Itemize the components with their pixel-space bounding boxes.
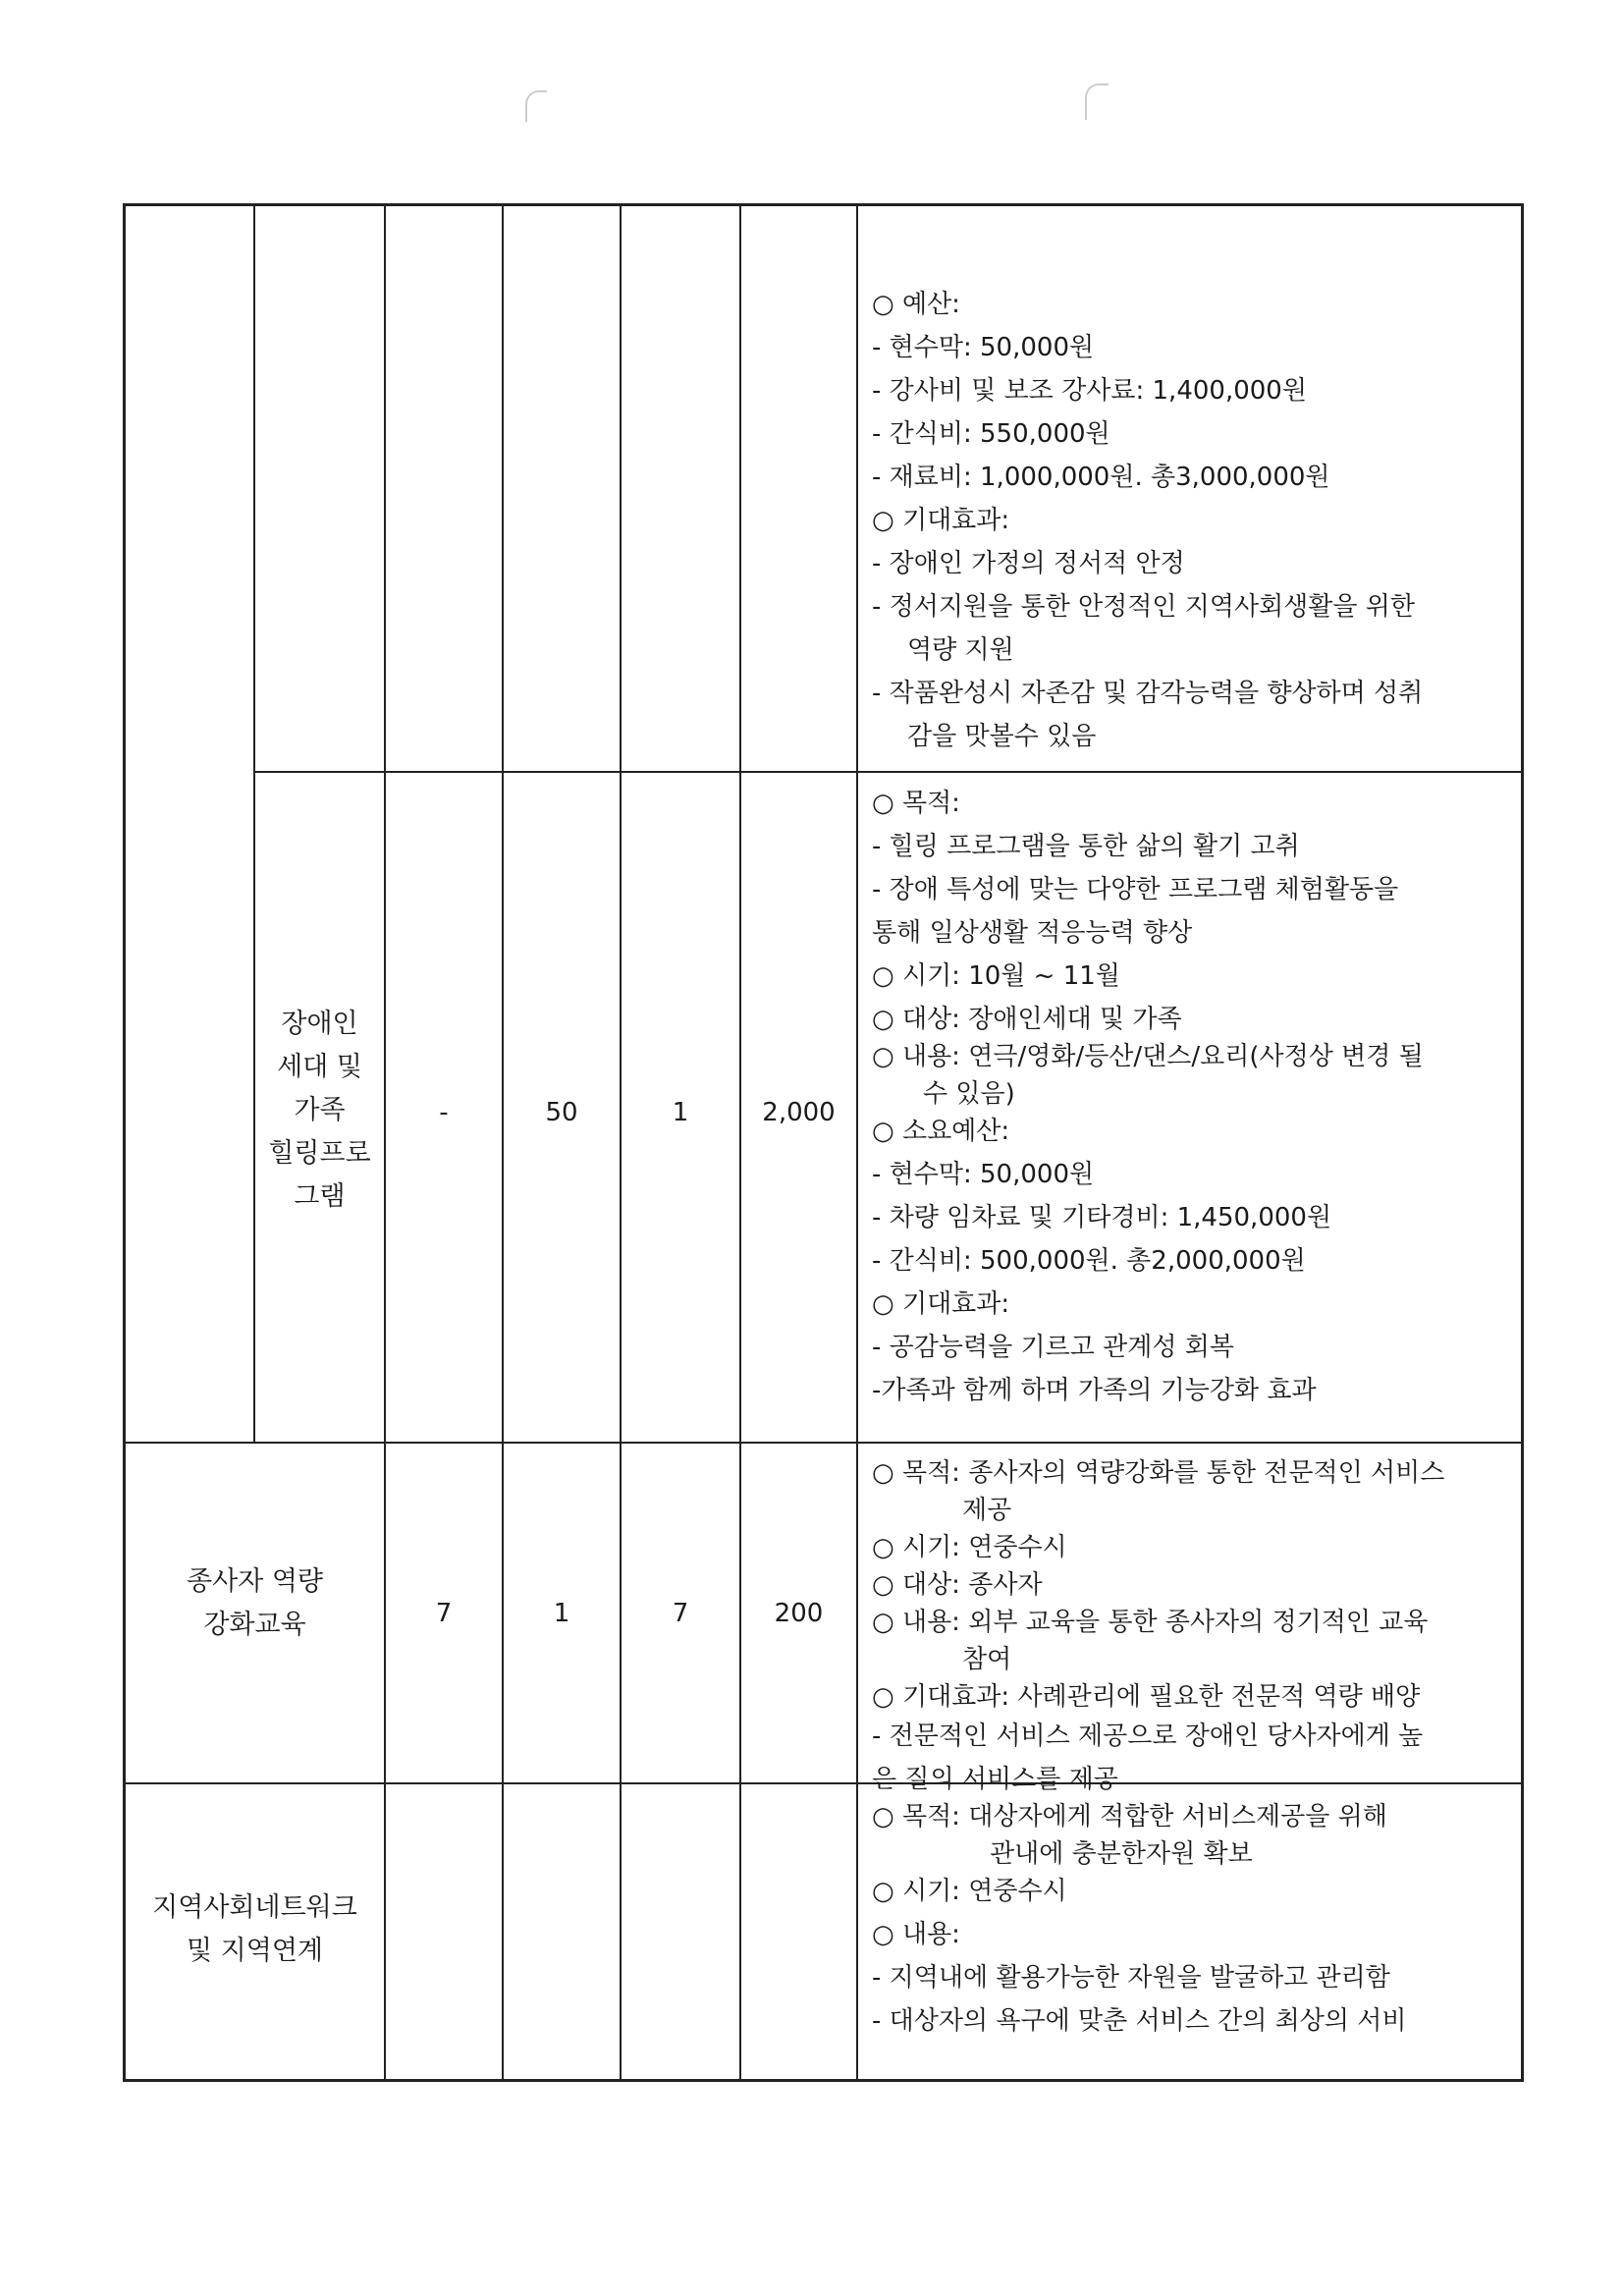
desc-line: - 현수막: 50,000원 (872, 333, 1095, 362)
row-4-program-name (126, 1889, 384, 1976)
table-divider-vertical (384, 203, 386, 2082)
row-2-description (872, 782, 1424, 1412)
table-divider-vertical (502, 203, 504, 2082)
desc-line: ○ 기대효과: 사례관리에 필요한 전문적 역량 배양 (872, 1682, 1421, 1712)
desc-line: 통해 일상생활 적응능력 향상 (872, 918, 1193, 948)
desc-line: - 현수막: 50,000원 (872, 1160, 1095, 1189)
row-3-description (872, 1451, 1444, 1801)
table-divider-vertical (620, 203, 622, 2082)
desc-line: - 차량 임차료 및 기타경비: 1,450,000원 (872, 1203, 1332, 1232)
desc-line: 수 있음) (923, 1079, 1015, 1109)
desc-line: 관내에 충분한자원 확보 (990, 1839, 1253, 1869)
desc-line: ○ 내용: 연극/영화/등산/댄스/요리(사정상 변경 될 (872, 1042, 1424, 1071)
table-border-top (123, 203, 1524, 206)
desc-line: - 공감능력을 기르고 관계성 회복 (872, 1333, 1234, 1362)
desc-line: 은 질의 서비스를 제공 (872, 1765, 1118, 1794)
table-border-right (1521, 203, 1524, 2082)
desc-line: - 전문적인 서비스 제공으로 장애인 당사자에게 높 (872, 1722, 1424, 1751)
desc-line: 제공 (962, 1496, 1012, 1525)
desc-line: ○ 시기: 10월 ~ 11월 (872, 961, 1120, 991)
desc-line: 감을 맛볼수 있음 (907, 722, 1097, 751)
desc-line: ○ 기대효과: (872, 506, 1010, 535)
row-2-value-1: - (439, 1098, 449, 1127)
row-3-program-name (126, 1563, 384, 1650)
desc-line: - 힐링 프로그램을 통한 삶의 활기 고취 (872, 832, 1300, 861)
desc-line: - 간식비: 550,000원 (872, 419, 1110, 449)
table-divider-vertical (856, 203, 858, 2082)
row-3-value-3: 7 (672, 1599, 689, 1628)
desc-line: ○ 시기: 연중수시 (872, 1877, 1067, 1906)
desc-line: ○ 목적: 종사자의 역량강화를 통한 전문적인 서비스 (872, 1458, 1445, 1488)
desc-line: - 장애인 가정의 정서적 안정 (872, 549, 1185, 578)
desc-line: - 지역내에 활용가능한 자원을 발굴하고 관리함 (872, 1963, 1390, 1993)
program-name-line: 및 지역연계 (187, 1936, 323, 1966)
desc-line: ○ 기대효과: (872, 1289, 1010, 1319)
desc-line: ○ 대상: 장애인세대 및 가족 (872, 1005, 1182, 1034)
program-name-line: 장애인 (281, 1009, 358, 1039)
program-name-line: 힐링프로 (268, 1138, 371, 1169)
desc-line: - 정서지원을 통한 안정적인 지역사회생활을 위한 (872, 592, 1416, 622)
table-divider-vertical (739, 203, 741, 2082)
row-3-value-4: 200 (774, 1599, 824, 1628)
scan-mark (525, 90, 547, 122)
table-divider-vertical (253, 203, 255, 1444)
row-2-value-4: 2,000 (762, 1098, 836, 1127)
row-2-value-2: 50 (545, 1098, 578, 1127)
desc-line: ○ 목적: (872, 789, 960, 818)
desc-line: ○ 내용: (872, 1920, 960, 1949)
table-divider-horizontal (253, 771, 1524, 773)
program-name-line: 지역사회네트워크 (152, 1892, 357, 1923)
desc-line: ○ 내용: 외부 교육을 통한 종사자의 정기적인 교육 (872, 1608, 1429, 1637)
desc-line: - 장애 특성에 맞는 다양한 프로그램 체험활동을 (872, 875, 1399, 904)
program-name-line: 세대 및 (277, 1052, 362, 1082)
desc-line: - 재료비: 1,000,000원. 총3,000,000원 (872, 463, 1330, 492)
desc-line: ○ 대상: 종사자 (872, 1570, 1043, 1600)
row-1-description (872, 283, 1423, 758)
table-border-bottom (123, 2079, 1524, 2082)
program-name-line: 그램 (294, 1181, 346, 1212)
row-3-value-2: 1 (553, 1599, 570, 1628)
table-border-left (123, 203, 126, 2082)
desc-line: 역량 지원 (907, 635, 1014, 665)
desc-line: - 강사비 및 보조 강사료: 1,400,000원 (872, 376, 1307, 406)
table-divider-horizontal (123, 1442, 1524, 1444)
scan-mark (1085, 83, 1109, 120)
desc-line: -가족과 함께 하며 가족의 기능강화 효과 (872, 1376, 1317, 1405)
program-name-line: 강화교육 (203, 1610, 306, 1640)
program-name-line: 종사자 역량 (187, 1566, 323, 1597)
desc-line: - 작품완성시 자존감 및 감각능력을 향상하며 성취 (872, 679, 1424, 708)
row-2-value-3: 1 (672, 1098, 689, 1127)
desc-line: ○ 소요예산: (872, 1117, 1010, 1146)
desc-line: ○ 목적: 대상자에게 적합한 서비스제공을 위해 (872, 1802, 1387, 1831)
row-2-program-name (255, 1006, 384, 1222)
row-3-value-1: 7 (435, 1599, 453, 1628)
row-4-description (872, 1795, 1406, 2043)
desc-line: ○ 예산: (872, 290, 960, 319)
desc-line: - 대상자의 욕구에 맞춘 서비스 간의 최상의 서비 (872, 2006, 1407, 2036)
desc-line: 참여 (962, 1645, 1012, 1674)
desc-line: ○ 시기: 연중수시 (872, 1533, 1067, 1562)
desc-line: - 간식비: 500,000원. 총2,000,000원 (872, 1246, 1306, 1276)
program-name-line: 가족 (294, 1095, 346, 1125)
